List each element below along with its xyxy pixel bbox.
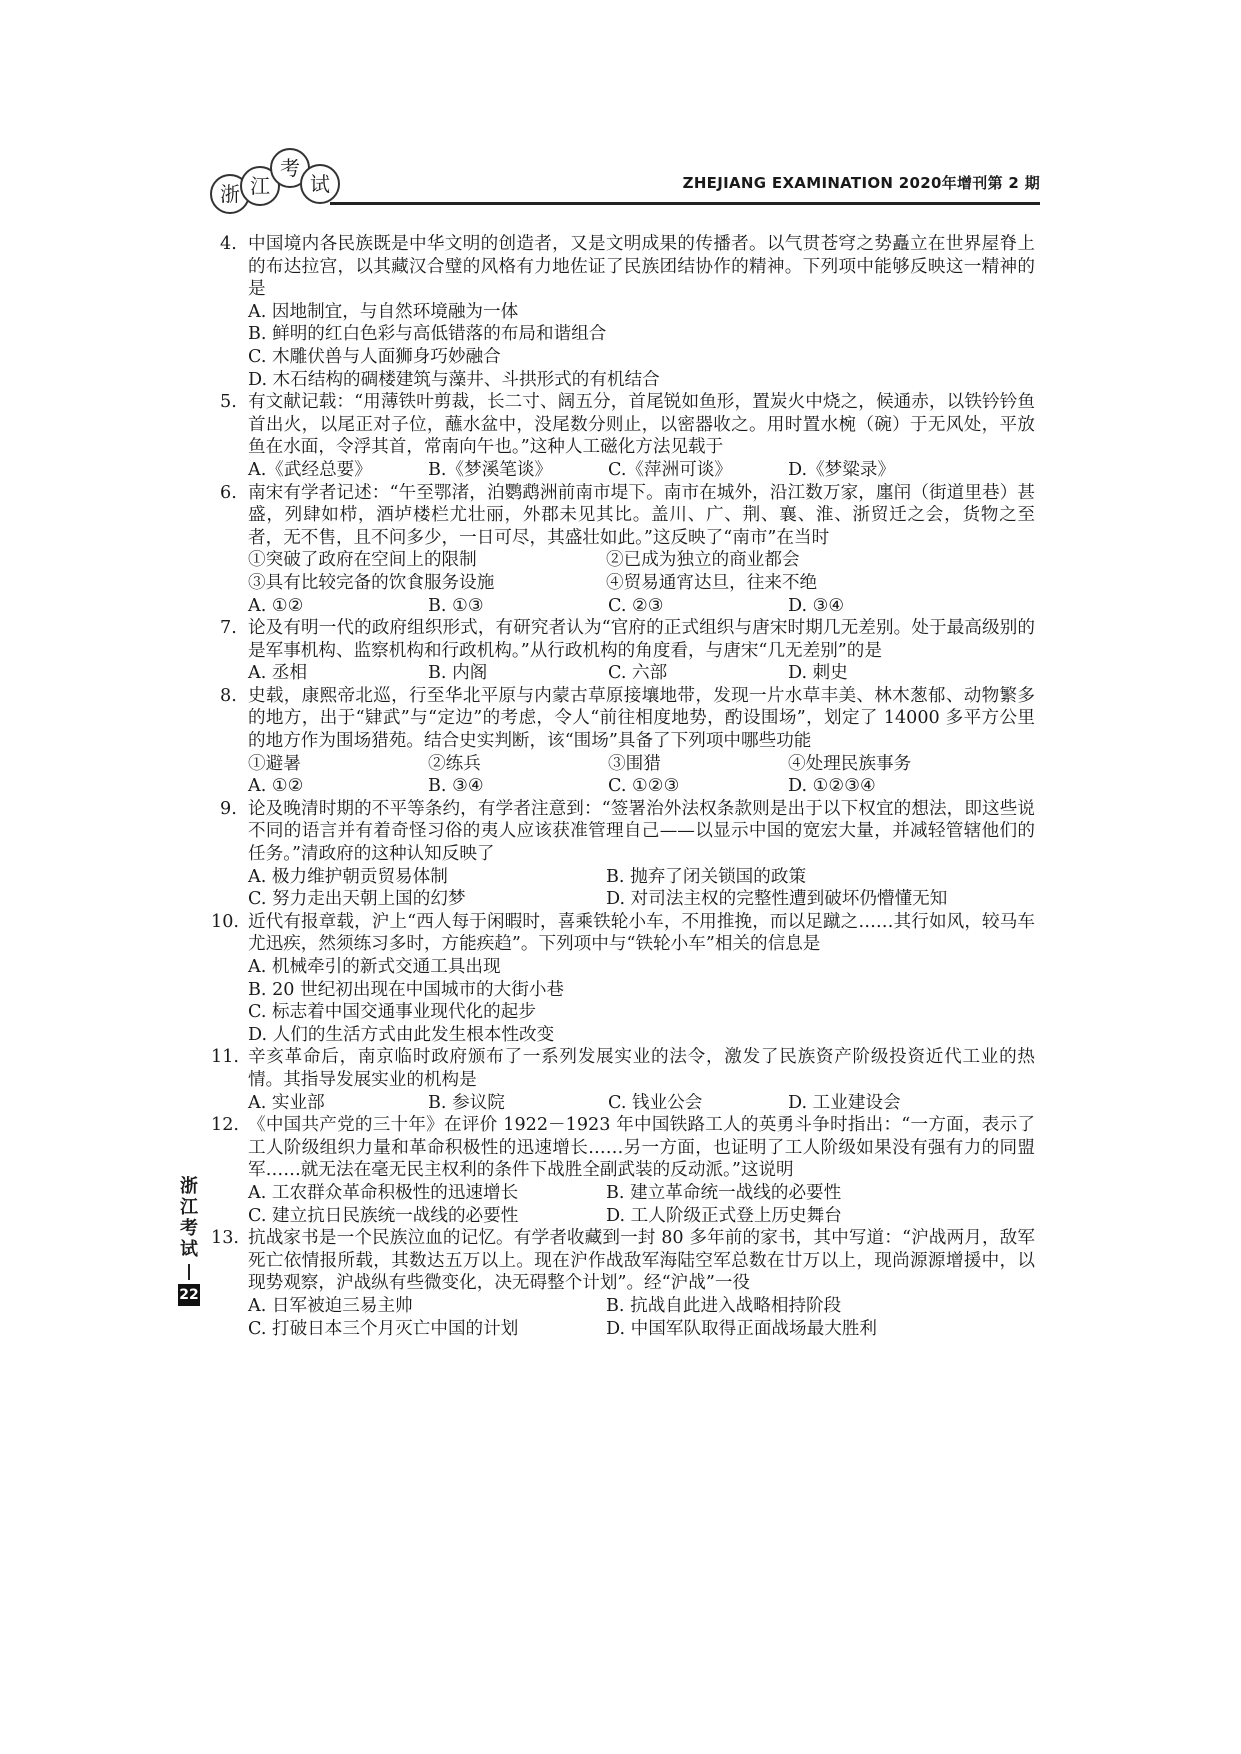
option-d: D.《梦粱录》 <box>788 459 896 480</box>
options-row <box>248 1295 1035 1318</box>
logo-char: 考 <box>270 148 310 188</box>
header-rule <box>330 202 1040 205</box>
options-row <box>248 662 1035 685</box>
side-char: 浙 <box>180 1176 198 1197</box>
question-list <box>211 233 1035 1340</box>
logo-char: 试 <box>300 164 340 204</box>
question-stem: 史载，康熙帝北巡，行至华北平原与内蒙古草原接壤地带，发现一片水草丰美、林木葱郁、动物繁多的地方，出于“肄武”与“定边”的考虑，令人“前往相度地势，酌设围场”，划定了 14000 多平方公里的地方作为围场猎苑。结合史实判断，该“围场”具备了下列项中哪些功能 <box>248 685 1035 752</box>
statement-2: ②练兵 <box>428 753 481 774</box>
option-c: C. 钱业公会 <box>608 1092 703 1113</box>
option-b: B. 参议院 <box>428 1092 505 1113</box>
question-stem: 南宋有学者记述：“午至鄂渚，泊鹦鹉洲前南市堤下。南市在城外，沿江数万家，廛闬（街道里巷）甚盛，列肆如栉，酒垆楼栏尤壮丽，外郡未见其比。盖川、广、荆、襄、淮、浙贸迁之会，货物之至者，无不售，且不问多少，一日可尽，其盛壮如此。”这反映了“南市”在当时 <box>248 482 1035 548</box>
option-a: A. 丞相 <box>248 663 308 684</box>
statement-3: ③围猎 <box>608 753 661 774</box>
option-c: C. 建立抗日民族统一战线的必要性 <box>248 1205 519 1226</box>
question-4 <box>220 233 1035 391</box>
option-c: C. 努力走出天朝上国的幻梦 <box>248 889 466 910</box>
question-11 <box>211 1046 1035 1114</box>
question-stem: 论及晚清时期的不平等条约，有学者注意到：“签署治外法权条款则是出于以下权宜的想法，即这些说不同的语言并有着奇怪习俗的夷人应该获准管理自己——以显示中国的宽宏大量，并减轻管辖他们的任务。”清政府的这种认知反映了 <box>248 798 1035 865</box>
option-a: A. 机械牵引的新式交通工具出现 <box>248 957 501 977</box>
question-number: 10. <box>211 911 239 932</box>
option-a: A. 极力维护朝贡贸易体制 <box>248 866 448 887</box>
question-number: 7. <box>220 618 237 639</box>
option-c: C. 木雕伏兽与人面狮身巧妙融合 <box>248 346 501 367</box>
option-a: A. 工农群众革命积极性的迅速增长 <box>248 1182 519 1203</box>
side-char: 考 <box>180 1218 198 1239</box>
question-12 <box>211 1114 1035 1227</box>
options-row <box>248 595 1035 618</box>
option-d: D. 刺史 <box>788 663 848 684</box>
statements-row <box>248 572 1035 595</box>
option-c: C. ①②③ <box>608 776 680 797</box>
option-d: D. 对司法主权的完整性遭到破坏仍懵懂无知 <box>606 889 948 910</box>
logo-char: 浙 <box>210 174 250 214</box>
option-a: A.《武经总要》 <box>248 459 372 480</box>
question-9 <box>220 798 1035 911</box>
option-d: D. 木石结构的碉楼建筑与藻井、斗拱形式的有机结合 <box>248 369 660 390</box>
page-header <box>210 156 1040 220</box>
option-b: B. 鲜明的红白色彩与高低错落的布局和谐组合 <box>248 324 607 345</box>
option-b: B. ①③ <box>428 595 484 616</box>
question-stem: 近代有报章载，沪上“西人每于闲暇时，喜乘铁轮小车，不用推挽，而以足蹴之……其行如风，较马车尤迅疾，然须练习多时，方能疾趋”。下列项中与“铁轮小车”相关的信息是 <box>248 911 1035 955</box>
question-stem: 论及有明一代的政府组织形式，有研究者认为“官府的正式组织与唐宋时期几无差别。处于最高级别的是军事机构、监察机构和行政机构。”从行政机构的角度看，与唐宋“几无差别”的是 <box>248 618 1035 661</box>
question-stem: 中国境内各民族既是中华文明的创造者，又是文明成果的传播者。以气贯苍穹之势矗立在世界屋脊上的布达拉宫，以其藏汉合璧的风格有力地佐证了民族团结协作的精神。下列项中能够反映这一精神的是 <box>248 234 1035 300</box>
option-d: D. ①②③④ <box>788 776 876 797</box>
side-char: 江 <box>180 1197 198 1218</box>
side-char: 试 <box>180 1239 198 1260</box>
question-5 <box>220 391 1035 481</box>
option-d: D. 工人阶级正式登上历史舞台 <box>606 1205 842 1226</box>
option-a: A. 因地制宜，与自然环境融为一体 <box>248 301 519 322</box>
option-b: B. 抗战自此进入战略相持阶段 <box>606 1295 842 1316</box>
option-a: A. ①② <box>248 595 304 616</box>
options-row <box>248 888 1035 911</box>
option-d: D. 人们的生活方式由此发生根本性改变 <box>248 1024 555 1045</box>
question-number: 4. <box>220 234 237 254</box>
statement-4: ④贸易通宵达旦，往来不绝 <box>606 572 818 593</box>
option-c: C. 六部 <box>608 663 668 684</box>
option-a: A. 日军被迫三易主帅 <box>248 1295 413 1316</box>
question-stem: 辛亥革命后，南京临时政府颁布了一系列发展实业的法令，激发了民族资产阶级投资近代工业的热情。其指导发展实业的机构是 <box>248 1047 1035 1090</box>
options-row <box>248 866 1035 889</box>
question-number: 12. <box>211 1115 239 1136</box>
issue-info: ZHEJIANG EXAMINATION 2020年增刊第 2 期 <box>682 174 1040 192</box>
magazine-logo <box>210 156 360 220</box>
question-13 <box>211 1227 1035 1340</box>
question-stem: 抗战家书是一个民族泣血的记忆。有学者收藏到一封 80 多年前的家书，其中写道：“沪战两月，敌军死亡依情报所载，其数达五万以上。现在沪作战敌军海陆空军总数在廿万以上，现尚源源增援中，以现势观察，沪战纵有些微变化，决无碍整个计划”。经“沪战”一役 <box>248 1228 1035 1294</box>
question-number: 13. <box>211 1228 239 1249</box>
option-d: D. 中国军队取得正面战场最大胜利 <box>606 1318 877 1339</box>
option-b: B. 抛弃了闭关锁国的政策 <box>606 866 807 887</box>
option-b: B. 内阁 <box>428 663 488 684</box>
question-number: 5. <box>220 392 237 413</box>
options-row <box>248 1092 1035 1115</box>
question-6 <box>220 482 1035 618</box>
statement-3: ③具有比较完备的饮食服务设施 <box>248 572 495 593</box>
option-c: C. ②③ <box>608 595 664 616</box>
question-number: 11. <box>211 1047 239 1068</box>
statement-1: ①避暑 <box>248 753 301 774</box>
question-8 <box>220 685 1035 798</box>
option-b: B.《梦溪笔谈》 <box>428 459 553 480</box>
option-c: C.《萍洲可谈》 <box>608 459 732 480</box>
question-7 <box>220 617 1035 685</box>
side-divider <box>188 1264 190 1280</box>
statements-row <box>248 753 1035 776</box>
option-d: D. 工业建设会 <box>788 1092 901 1113</box>
option-d: D. ③④ <box>788 595 845 616</box>
options-row <box>248 1182 1035 1205</box>
option-b: B. 20 世纪初出现在中国城市的大街小巷 <box>248 979 565 1000</box>
options-row <box>248 775 1035 798</box>
side-tab <box>177 1176 201 1306</box>
question-10 <box>211 911 1035 1047</box>
option-c: C. 标志着中国交通事业现代化的起步 <box>248 1002 536 1023</box>
question-number: 6. <box>220 482 237 503</box>
option-b: B. 建立革命统一战线的必要性 <box>606 1182 842 1203</box>
options-row <box>248 1205 1035 1228</box>
options-row <box>248 459 1035 482</box>
option-c: C. 打破日本三个月灭亡中国的计划 <box>248 1318 519 1339</box>
page-number: 22 <box>178 1284 200 1306</box>
option-a: A. ①② <box>248 776 304 797</box>
statement-1: ①突破了政府在空间上的限制 <box>248 550 477 571</box>
logo-char: 江 <box>240 166 280 206</box>
statement-2: ②已成为独立的商业都会 <box>606 550 800 571</box>
question-stem: 《中国共产党的三十年》在评价 1922－1923 年中国铁路工人的英勇斗争时指出：“一方面，表示了工人阶级组织力量和革命积极性的迅速增长……另一方面，也证明了工人阶级如果没有强有力的同盟军……就无法在毫无民主权利的条件下战胜全副武装的反动派。”这说明 <box>248 1115 1035 1181</box>
option-b: B. ③④ <box>428 776 484 797</box>
question-stem: 有文献记载：“用薄铁叶剪裁，长二寸、阔五分，首尾锐如鱼形，置炭火中烧之，候通赤，以铁钤钤鱼首出火，以尾正对子位，蘸水盆中，没尾数分则止，以密器收之。用时置水椀（碗）于无风处，平放鱼在水面，令浮其首，常南向午也。”这种人工磁化方法见载于 <box>248 392 1035 458</box>
question-number: 8. <box>220 685 237 706</box>
statements-row <box>248 549 1035 572</box>
question-number: 9. <box>220 798 237 819</box>
option-a: A. 实业部 <box>248 1092 325 1113</box>
options-row <box>248 1318 1035 1341</box>
statement-4: ④处理民族事务 <box>788 753 912 774</box>
